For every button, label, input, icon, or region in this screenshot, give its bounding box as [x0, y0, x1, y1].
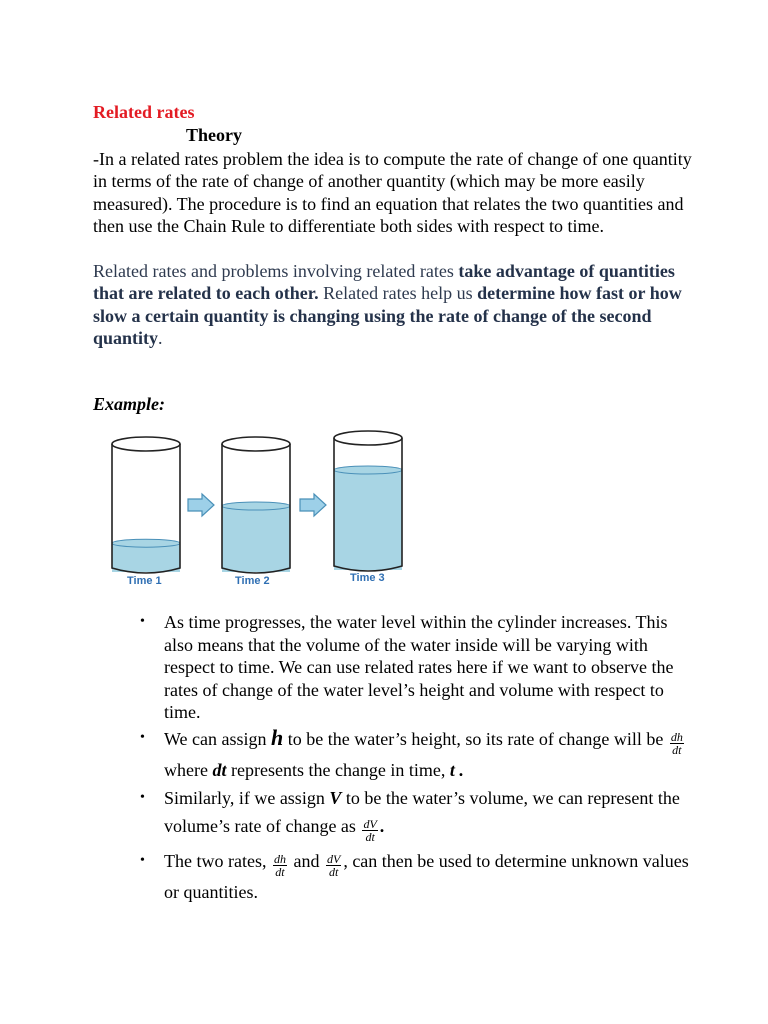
- caption-time-3: Time 3: [350, 572, 385, 584]
- frac-num: dh: [273, 851, 286, 866]
- arrow-1-icon: [188, 494, 214, 516]
- list-item: [140, 784, 700, 843]
- frac-den: dt: [328, 864, 339, 879]
- para2-bold-1: take advantage of quantities that are related to each other.: [93, 261, 675, 304]
- para2-text-1: Related rates and problems involving related rates: [93, 261, 459, 281]
- cylinder-time-2: [222, 437, 290, 587]
- frac-num: dV: [326, 851, 341, 866]
- section-subtitle: Theory: [186, 125, 242, 145]
- bullet-3-text-3: .: [379, 815, 385, 836]
- bullet-2-text-1: We can assign: [164, 728, 272, 749]
- water-surface-time-2: [222, 502, 290, 510]
- bullet-2-text-3: where: [164, 759, 213, 780]
- list-item: [140, 724, 700, 784]
- related-rates-paragraph: [93, 260, 693, 350]
- bullet-2-text-4: represents the change in time,: [226, 759, 450, 780]
- list-item: [140, 847, 700, 906]
- bullet-dot: •: [140, 789, 145, 805]
- frac-num: dV: [363, 816, 377, 831]
- water-fill-time-3: [334, 470, 402, 570]
- fraction-dV-dt: [362, 818, 377, 843]
- fraction-dh-dt: [273, 853, 287, 878]
- bullet-2-text-2: to be the water’s height, so its rate of change will be: [283, 728, 668, 749]
- list-item: [140, 611, 700, 724]
- para2-text-end: .: [158, 328, 163, 349]
- para2-text-2: Related rates help us: [318, 283, 478, 304]
- bullet-4-text-1: The two rates,: [164, 850, 271, 871]
- bullet-4-text-2: and: [288, 850, 324, 871]
- bullet-1-text: As time progresses, the water level within the cylinder increases. This also means that the volume of the water inside will be varying with respect to time. We can use related rates here if we want to observe the rates of change of the water level’s height and volume with respect to time.: [164, 612, 674, 722]
- fraction-dh-dt: [670, 731, 684, 756]
- example-label: Example:: [93, 394, 165, 414]
- cylinders-figure: [100, 428, 420, 593]
- frac-num: dh: [670, 729, 683, 744]
- bullet-list: [140, 611, 700, 906]
- theory-paragraph: -In a related rates problem the idea is to compute the rate of change of one quantity in terms of the rate of change of another quantity (which may be more easily measured). The procedure is to find an equation that relates the two quantities and then use the Chain Rule to differentiate both sides with respect to time.: [93, 149, 692, 237]
- var-dt: dt: [212, 759, 227, 780]
- caption-time-2: Time 2: [235, 575, 270, 587]
- var-t: t .: [449, 759, 464, 780]
- water-surface-time-1: [112, 539, 180, 547]
- caption-time-1: Time 1: [127, 575, 162, 587]
- bullet-dot: •: [140, 614, 145, 629]
- arrow-2-icon: [300, 494, 326, 516]
- bullet-dot: •: [140, 852, 145, 868]
- frac-den: dt: [275, 864, 285, 879]
- para2-bold-2: determine how fast or how slow a certain quantity is changing using the rate of change of the second quantity: [93, 283, 682, 349]
- var-V: V: [329, 787, 342, 808]
- var-h: h: [271, 724, 284, 750]
- bullet-dot: •: [140, 729, 145, 745]
- frac-den: dt: [365, 829, 375, 844]
- bullet-3-text-2: to be the water’s volume, we can represent the volume’s rate of change as: [164, 787, 680, 836]
- bullet-3-text-1: Similarly, if we assign: [164, 787, 330, 808]
- cylinder-time-3: [334, 431, 402, 584]
- frac-den: dt: [672, 742, 682, 757]
- bullet-4-text-3: , can then be used to determine unknown values or quantities.: [164, 850, 689, 902]
- water-surface-time-3: [334, 466, 402, 474]
- water-fill-time-2: [222, 506, 290, 572]
- fraction-dV-dt: [326, 853, 341, 878]
- page-title: Related rates: [93, 102, 195, 122]
- cylinder-time-1: [112, 437, 180, 587]
